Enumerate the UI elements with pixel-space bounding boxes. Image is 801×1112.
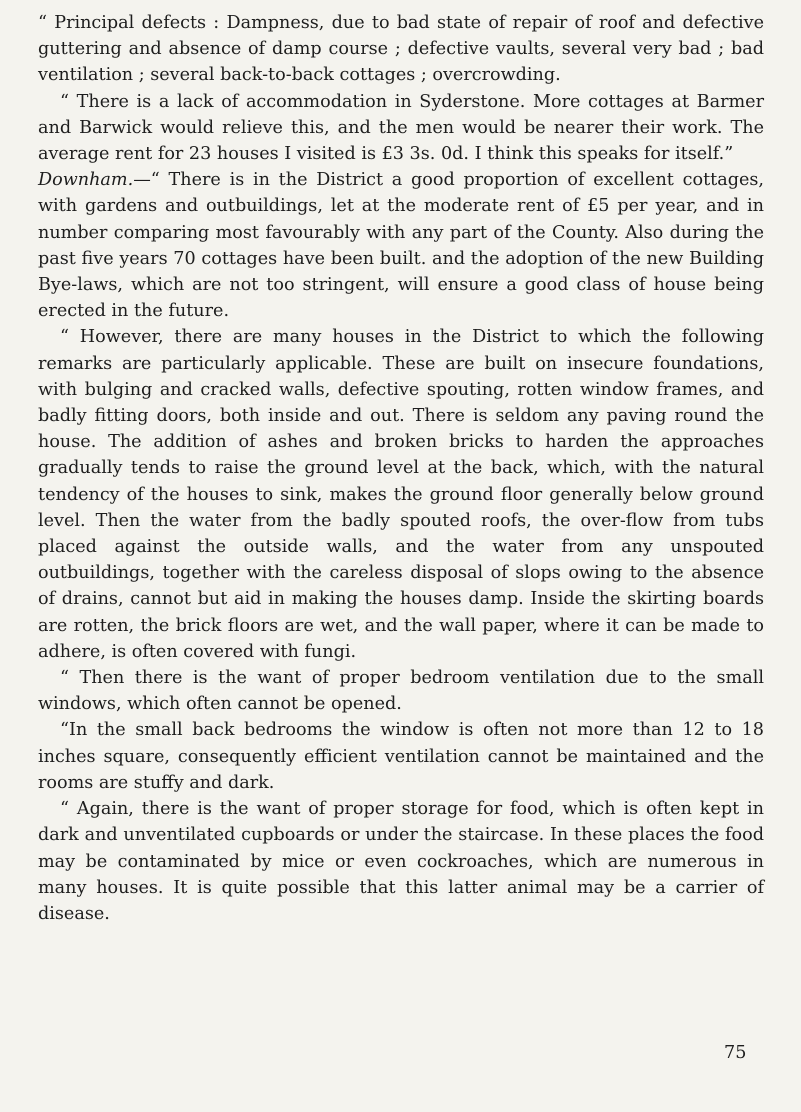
paragraph-food-storage bbox=[38, 796, 764, 927]
place-name-downham: Downham. bbox=[38, 170, 134, 191]
paragraph-text: “In the small back bedrooms the window is often not more than 12 to 18 inches square, consequently efficient ventilation cannot be maintained and the rooms are stuffy and dark. bbox=[38, 720, 764, 793]
paragraph-text: “ There is a lack of accommodation in Syderstone. More cottages at Barmer and Barwick would relieve this, and the men would be nearer their work. The average rent for 23 houses I visited is £3 3s. 0d. I think this speaks for itself.” bbox=[38, 91, 764, 165]
paragraph-downham bbox=[38, 167, 764, 324]
paragraph-text: “ Then there is the want of proper bedroom ventilation due to the small windows, which often cannot be opened. bbox=[38, 668, 764, 715]
paragraph-ventilation bbox=[38, 665, 764, 717]
paragraph-principal-defects bbox=[38, 10, 764, 89]
paragraph-text: —“ There is in the District a good proportion of excellent cottages, with gardens and outbuildings, let at the moderate rent of £5 per year, and in number comparing most favourably with any part of the County. Also during the past five years 70 cottages have been built. and the adoption of the new Building Bye-laws, which are not too stringent, will ensure a good class of house being erected in the future. bbox=[38, 170, 764, 322]
paragraph-text: “ Principal defects : Dampness, due to bad state of repair of roof and defective guttering and absence of damp course ; defective vaults, several very bad ; bad ventilation ; several back-to-back cottages ; overcrowding. bbox=[38, 13, 764, 86]
page-number: 75 bbox=[724, 1043, 747, 1063]
paragraph-syderstone bbox=[38, 89, 764, 168]
paragraph-text: “ Again, there is the want of proper storage for food, which is often kept in dark and unventilated cupboards or under the staircase. In these places the food may be contaminated by mice or even cockroaches, which are numerous in many houses. It is quite possible that this latter animal may be a carrier of disease. bbox=[38, 799, 764, 924]
paragraph-however bbox=[38, 324, 764, 665]
paragraph-back-bedrooms bbox=[38, 717, 764, 796]
document-page bbox=[38, 10, 764, 927]
paragraph-text: “ However, there are many houses in the District to which the following remarks are particularly applicable. These are built on insecure foundations, with bulging and cracked walls, defective spouting, rotten window frames, and badly fitting doors, both inside and out. There is seldom any paving round the house. The addition of ashes and broken bricks to harden the approaches gradually tends to raise the ground level at the back, which, with the natural tendency of the houses to sink, makes the ground floor generally below ground level. Then the water from the badly spouted roofs, the over-flow from tubs placed against the outside walls, and the water from any unspouted outbuildings, together with the careless disposal of slops owing to the absence of drains, cannot but aid in making the houses damp. Inside the skirting boards are rotten, the brick floors are wet, and the wall paper, where it can be made to adhere, is often covered with fungi. bbox=[38, 327, 764, 662]
